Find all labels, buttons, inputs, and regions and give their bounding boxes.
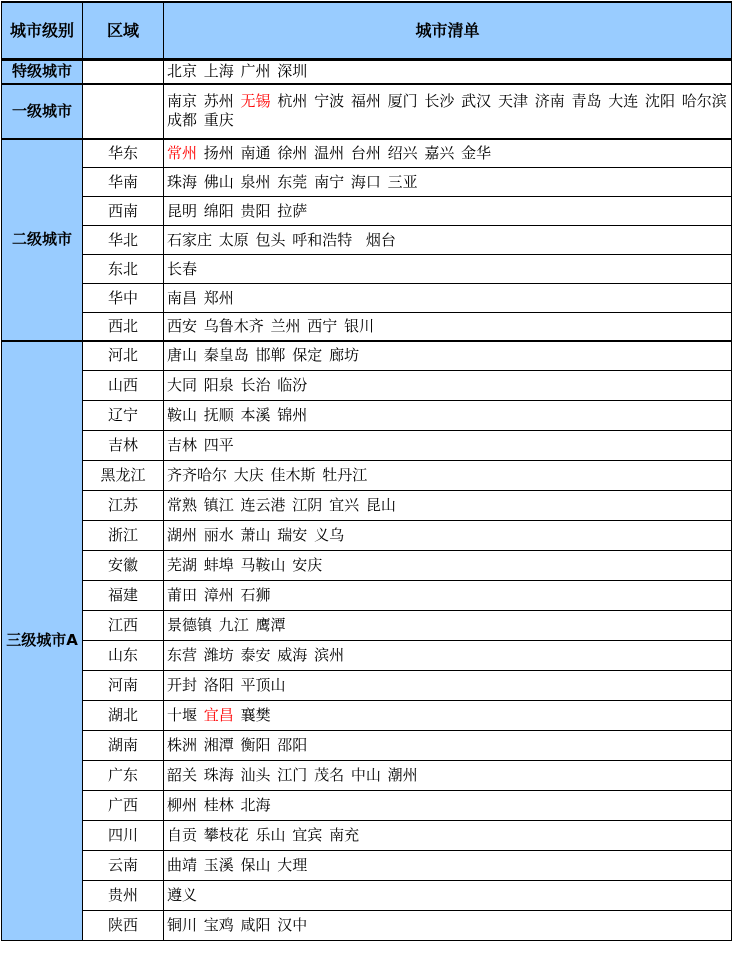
table-row: [2, 521, 732, 551]
city-list-cell: [164, 313, 732, 341]
city-list-cell: [164, 671, 732, 701]
city-names: 南京 苏州: [167, 92, 241, 110]
table-row: [2, 701, 732, 731]
city-names: 长春: [167, 259, 198, 278]
city-list-cell: [164, 521, 732, 551]
city-names: 柳州 桂林 北海: [167, 796, 271, 814]
city-list-cell: [164, 226, 732, 255]
city-list-cell: [164, 371, 732, 401]
city-names: 唐山 秦皇岛 邯郸 保定 廊坊: [167, 346, 360, 365]
city-list-cell: [164, 851, 732, 881]
highlighted-city: 宜昌: [203, 706, 234, 724]
region-cell: 湖北: [83, 701, 164, 731]
city-list-cell: [164, 581, 732, 611]
city-names: 景德镇 九江 鹰潭: [167, 616, 286, 634]
city-names: 齐齐哈尔 大庆 佳木斯 牡丹江: [167, 466, 368, 484]
region-cell: 华北: [83, 226, 164, 255]
city-list-cell: [164, 461, 732, 491]
city-list-cell: [164, 821, 732, 851]
city-names: 扬州 南通 徐州 温州 台州 绍兴 嘉兴 金华: [197, 143, 492, 162]
city-list-cell: [164, 341, 732, 371]
table-row: [2, 168, 732, 197]
city-names: 曲靖 玉溪 保山 大理: [167, 856, 308, 874]
region-cell: 江苏: [83, 491, 164, 521]
city-list-cell: [164, 84, 732, 139]
city-names: 湖州 丽水 萧山 瑞安 义乌: [167, 526, 345, 544]
table-row: [2, 671, 732, 701]
city-names: 昆明 绵阳 贵阳 拉萨: [167, 201, 308, 220]
city-list-cell: [164, 611, 732, 641]
city-list-cell: [164, 761, 732, 791]
city-names: 遵义: [167, 886, 198, 904]
city-list-cell: [164, 911, 732, 941]
table-row: [2, 139, 732, 168]
region-cell: 贵州: [83, 881, 164, 911]
table-row: [2, 911, 732, 941]
header-region: 区域: [83, 2, 164, 60]
region-cell: 广东: [83, 761, 164, 791]
table-row: [2, 821, 732, 851]
table-row: [2, 197, 732, 226]
table-row: [2, 881, 732, 911]
region-cell: 西北: [83, 313, 164, 341]
city-list-cell: [164, 551, 732, 581]
table-row: [2, 226, 732, 255]
region-cell: 浙江: [83, 521, 164, 551]
city-list-cell: [164, 284, 732, 313]
table-row: [2, 401, 732, 431]
region-cell: 山东: [83, 641, 164, 671]
city-level-cell: 一级城市: [2, 84, 83, 139]
table-row: [2, 851, 732, 881]
city-names: 北京 上海 广州 深圳: [167, 62, 308, 81]
city-names: 南昌 郑州: [167, 288, 234, 307]
city-tier-table: [1, 1, 732, 941]
region-cell: 河南: [83, 671, 164, 701]
region-cell: 安徽: [83, 551, 164, 581]
city-names: 石家庄 太原 包头 呼和浩特 烟台: [167, 230, 396, 249]
table-row: [2, 431, 732, 461]
city-list-cell: [164, 197, 732, 226]
city-list-cell: [164, 255, 732, 284]
city-names: 吉林 四平: [167, 436, 234, 454]
region-cell: 河北: [83, 341, 164, 371]
city-list-cell: [164, 791, 732, 821]
city-names: 大同 阳泉 长治 临汾: [167, 376, 308, 394]
table-row: [2, 581, 732, 611]
city-names: 芜湖 蚌埠 马鞍山 安庆: [167, 556, 323, 574]
city-names: 开封 洛阳 平顶山: [167, 676, 286, 694]
table-row: [2, 611, 732, 641]
city-level-cell: 三级城市A: [2, 341, 83, 941]
city-names: 自贡 攀枝花 乐山 宜宾 南充: [167, 826, 360, 844]
city-names: 十堰: [167, 706, 204, 724]
region-cell: [83, 60, 164, 84]
table-row: [2, 313, 732, 341]
region-cell: 东北: [83, 255, 164, 284]
city-names: 莆田 漳州 石狮: [167, 586, 271, 604]
city-list-cell: [164, 60, 732, 84]
city-names: 鞍山 抚顺 本溪 锦州: [167, 406, 308, 424]
city-list-cell: [164, 401, 732, 431]
highlighted-city: 常州: [167, 143, 198, 162]
table-row: [2, 491, 732, 521]
city-names: 常熟 镇江 连云港 江阴 宜兴 昆山: [167, 496, 396, 514]
table-row: [2, 761, 732, 791]
table-row: [2, 84, 732, 139]
city-names: 韶关 珠海 汕头 江门 茂名 中山 潮州: [167, 766, 418, 784]
region-cell: 华南: [83, 168, 164, 197]
header-row: [2, 2, 732, 60]
table-row: [2, 791, 732, 821]
region-cell: 云南: [83, 851, 164, 881]
city-names: 珠海 佛山 泉州 东莞 南宁 海口 三亚: [167, 172, 418, 191]
highlighted-city: 无锡: [240, 92, 271, 110]
table-row: [2, 551, 732, 581]
city-list-cell: [164, 731, 732, 761]
city-list-cell: [164, 431, 732, 461]
region-cell: 湖南: [83, 731, 164, 761]
header-level: 城市级别: [2, 2, 83, 60]
city-list-cell: [164, 168, 732, 197]
table-row: [2, 284, 732, 313]
city-list-cell: [164, 701, 732, 731]
city-list-cell: [164, 641, 732, 671]
table-row: [2, 731, 732, 761]
region-cell: 黑龙江: [83, 461, 164, 491]
region-cell: 辽宁: [83, 401, 164, 431]
table-row: [2, 60, 732, 84]
city-level-cell: 特级城市: [2, 60, 83, 84]
city-list-cell: [164, 881, 732, 911]
region-cell: 陕西: [83, 911, 164, 941]
region-cell: 华东: [83, 139, 164, 168]
city-level-cell: 二级城市: [2, 139, 83, 341]
table-row: [2, 641, 732, 671]
region-cell: 华中: [83, 284, 164, 313]
region-cell: 西南: [83, 197, 164, 226]
city-names: 铜川 宝鸡 咸阳 汉中: [167, 916, 308, 934]
city-names: 东营 潍坊 泰安 威海 滨州: [167, 646, 345, 664]
region-cell: 吉林: [83, 431, 164, 461]
region-cell: 江西: [83, 611, 164, 641]
city-tier-sheet: [1, 1, 732, 941]
city-names: 襄樊: [233, 706, 271, 724]
table-row: [2, 371, 732, 401]
city-list-cell: [164, 491, 732, 521]
city-list-cell: [164, 139, 732, 168]
header-city-list: 城市清单: [164, 2, 732, 60]
region-cell: 福建: [83, 581, 164, 611]
region-cell: 山西: [83, 371, 164, 401]
city-names: 杭州 宁波 福州 厦门 长沙 武汉 天津 济南 青岛 大连 沈阳 哈尔滨 成都 重庆: [167, 92, 734, 129]
table-row: [2, 461, 732, 491]
city-names: 株洲 湘潭 衡阳 邵阳: [167, 736, 308, 754]
region-cell: 四川: [83, 821, 164, 851]
region-cell: [83, 84, 164, 139]
region-cell: 广西: [83, 791, 164, 821]
table-row: [2, 255, 732, 284]
city-names: 西安 乌鲁木齐 兰州 西宁 银川: [167, 316, 375, 335]
table-row: [2, 341, 732, 371]
